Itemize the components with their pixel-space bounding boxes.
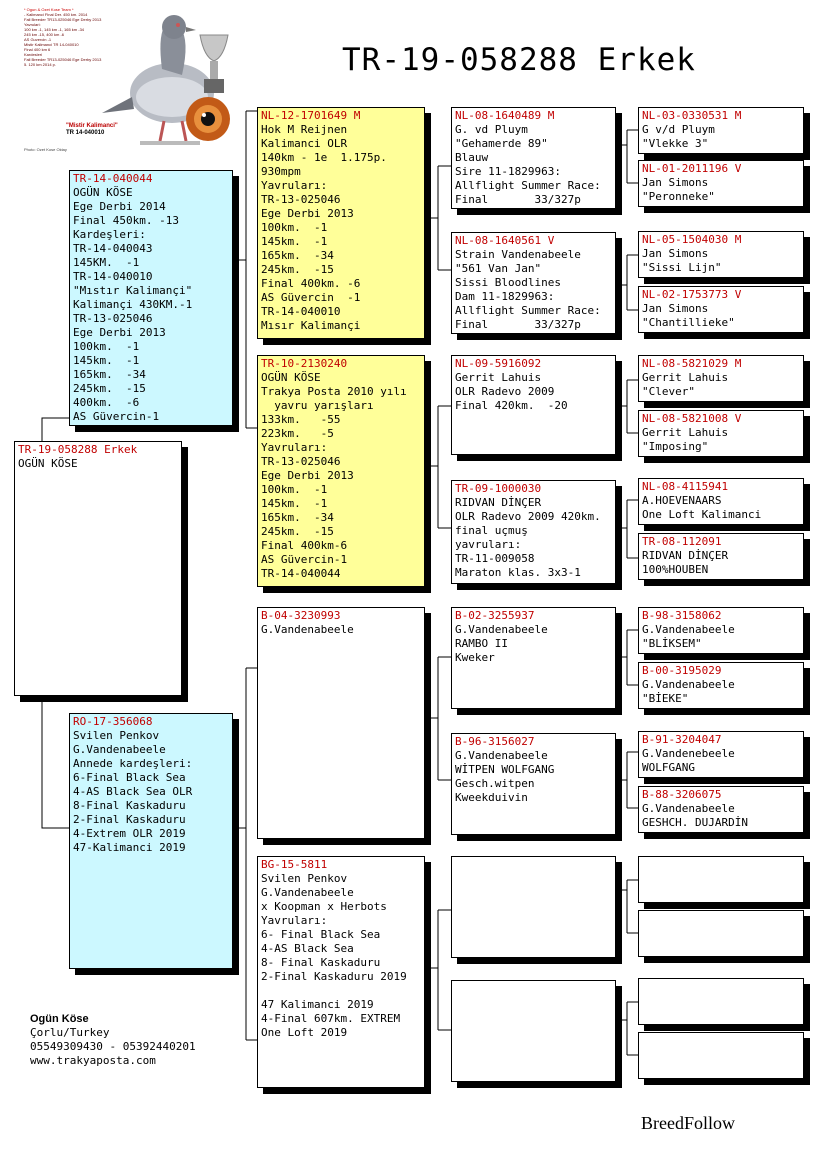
pedigree-line: G v/d Pluym (642, 123, 715, 136)
pedigree-box-sdd[interactable] (451, 480, 616, 584)
ring-number: TR-09-1000030 (455, 482, 542, 495)
pedigree-line: 145km. -1 (261, 235, 328, 248)
ring-number: NL-08-1640561 V (455, 234, 555, 247)
pedigree-line: WOLFGANG (642, 761, 695, 774)
pedigree-line: 6-Final Black Sea (73, 771, 186, 784)
pedigree-line: "Peronneke" (642, 190, 715, 203)
pedigree-line: 245km. -15 (73, 382, 146, 395)
pedigree-box-dsdd[interactable] (638, 786, 804, 833)
pedigree-line: G. vd Pluym (455, 123, 528, 136)
breeder-phones: 05549309430 - 05392440201 (30, 1040, 196, 1053)
pedigree-line: Kalimançi 430KM.-1 (73, 298, 193, 311)
ring-number: TR-08-112091 (642, 535, 722, 548)
pedigree-line: "561 Van Jan" (455, 262, 542, 275)
pedigree-box-subject[interactable] (14, 441, 182, 696)
pedigree-line: "Clever" (642, 385, 695, 398)
pedigree-box-sdds[interactable] (638, 478, 804, 525)
pedigree-line: Trakya Posta 2010 yılı (261, 385, 407, 398)
ring-number: NL-05-1504030 M (642, 233, 742, 246)
pedigree-line: Svilen Penkov (261, 872, 348, 885)
pigeon-photo (22, 5, 234, 153)
pedigree-line: AS Güvercin-1 (73, 410, 160, 423)
ring-number: NL-02-1753773 V (642, 288, 742, 301)
pedigree-line: G.Vandenebeele (642, 747, 735, 760)
pedigree-line: AS Güvercin-1 (261, 553, 348, 566)
pedigree-line: Sissi Bloodlines (455, 276, 561, 289)
pedigree-line: Sire 11-1829963: (455, 165, 561, 178)
pedigree-line: Final 400km. -6 (261, 277, 361, 290)
pedigree-line: Jan Simons (642, 176, 709, 189)
pedigree-line: TR-13-025046 (261, 193, 341, 206)
pedigree-line: 6- Final Black Sea (261, 928, 381, 941)
pedigree-line: OGÜN KÖSE (18, 457, 78, 470)
pedigree-line: TR-14-040044 (261, 567, 341, 580)
pedigree-box-dam-sire[interactable] (257, 607, 425, 839)
pedigree-box-dsd[interactable] (451, 733, 616, 835)
pedigree-line: OLR Radevo 2009 (455, 385, 555, 398)
pedigree-line: Allflight Summer Race: (455, 179, 601, 192)
pedigree-line: 100km. -1 (261, 221, 328, 234)
ring-number: TR-10-2130240 (261, 357, 348, 370)
pedigree-line (261, 984, 421, 998)
pedigree-line: OLR Radevo 2009 420km. (455, 510, 601, 523)
pedigree-line: AS Güvercin -1 (261, 291, 361, 304)
pedigree-box-dddd-empty[interactable] (638, 1032, 804, 1079)
pedigree-box-dam-dam[interactable] (257, 856, 425, 1088)
caption-line: Fall Breeder TR13-025046 Ege Derby 2013 (24, 17, 102, 22)
pedigree-box-ssdd[interactable] (638, 286, 804, 333)
pedigree-line: Yavruları: (261, 914, 328, 927)
caption-line: 5. 120 km 2014 p. (24, 62, 57, 67)
pedigree-line: Final 33/327p (455, 318, 581, 331)
pedigree-line: Final 400km-6 (261, 539, 348, 552)
pedigree-line: Svilen Penkov (73, 729, 160, 742)
pedigree-line: 8- Final Kaskaduru (261, 956, 381, 969)
pedigree-line: TR-14-040043 (73, 242, 153, 255)
pedigree-line: TR-14-040010 (261, 305, 341, 318)
pedigree-box-sssd[interactable] (638, 160, 804, 207)
pedigree-line: "Imposing" (642, 440, 709, 453)
pedigree-line: Yavruları: (261, 441, 328, 454)
pedigree-line: "Vlekke 3" (642, 137, 709, 150)
pedigree-line: 47-Kalimanci 2019 (73, 841, 186, 854)
pedigree-line: Ege Derbi 2013 (73, 326, 166, 339)
pedigree-line: Kweker (455, 651, 495, 664)
pedigree-line: yavruları: (455, 538, 522, 551)
pedigree-box-sds[interactable] (451, 355, 616, 455)
pedigree-line: 4-Final 607km. EXTREM (261, 1012, 401, 1025)
pedigree-line: 100%HOUBEN (642, 563, 709, 576)
pedigree-line: G.Vandenabeele (642, 678, 735, 691)
ring-number: NL-08-5821029 M (642, 357, 742, 370)
pedigree-line: TR-13-025046 (261, 455, 341, 468)
pedigree-line: Yavruları: (261, 179, 328, 192)
pedigree-line: 133km. -55 (261, 413, 341, 426)
caption-line: 100 km -1, 145 km -1, 165 km -34 (24, 27, 85, 32)
pedigree-line: "Sissi Lijn" (642, 261, 722, 274)
pedigree-line: WİTPEN WOLFGANG (455, 763, 555, 776)
pedigree-line: Maraton klas. 3x3-1 (455, 566, 581, 579)
pedigree-line: Strain Vandenabeele (455, 248, 581, 261)
pedigree-line: 100km. -1 (73, 340, 140, 353)
pedigree-line: "Mıstır Kalimançi" (73, 284, 193, 297)
pedigree-line: 165km. -34 (261, 249, 334, 262)
pedigree-line: "BLİKSEM" (642, 637, 702, 650)
pedigree-line: TR-11-009058 (455, 552, 535, 565)
pedigree-line: G.Vandenabeele (642, 623, 735, 636)
pedigree-line: "Chantillieke" (642, 316, 735, 329)
ring-number: NL-12-1701649 M (261, 109, 361, 122)
ring-number: B-88-3206075 (642, 788, 722, 801)
pedigree-box-sire[interactable] (69, 170, 233, 426)
pedigree-box-ddd-empty[interactable] (451, 980, 616, 1082)
pedigree-box-ddds-empty[interactable] (638, 978, 804, 1025)
pedigree-box-ddsd-empty[interactable] (638, 910, 804, 957)
pedigree-box-sdsd[interactable] (638, 410, 804, 457)
pedigree-line: 145km. -1 (73, 354, 140, 367)
caption-line: Fall Breeder TR13-025046 Ege Derby 2013 (24, 57, 102, 62)
breeder-contact (30, 1012, 196, 1068)
pedigree-line: Hok M Reijnen (261, 123, 348, 136)
pedigree-line: "BİEKE" (642, 692, 689, 705)
ring-number: NL-08-1640489 M (455, 109, 555, 122)
pedigree-line: Final 420km. -20 (455, 399, 568, 412)
pedigree-line: Ege Derbi 2013 (261, 469, 354, 482)
pedigree-box-ssd[interactable] (451, 232, 616, 334)
brand-logo: BreedFollow (641, 1113, 735, 1133)
pedigree-box-ssds[interactable] (638, 231, 804, 278)
pedigree-box-sdss[interactable] (638, 355, 804, 402)
pedigree-line: Gerrit Lahuis (455, 371, 542, 384)
pedigree-line: Kardeşleri: (73, 228, 146, 241)
caption-line: - Kalimanci Final Der. 450 km. 2014 (24, 12, 88, 17)
pedigree-line: Final 33/327p (455, 193, 581, 206)
pedigree-line: 165km. -34 (261, 511, 334, 524)
pedigree-line: 145km. -1 (261, 497, 328, 510)
pedigree-line: 145KM. -1 (73, 256, 140, 269)
pedigree-line: Dam 11-1829963: (455, 290, 555, 303)
pedigree-box-ddss-empty[interactable] (638, 856, 804, 903)
pedigree-box-dsds[interactable] (638, 731, 804, 778)
pedigree-line: OGÜN KÖSE (73, 186, 133, 199)
pedigree-line: RIDVAN DİNÇER (455, 496, 542, 509)
ring-number: B-98-3158062 (642, 609, 722, 622)
pedigree-line: 400km. -6 (73, 396, 140, 409)
pedigree-line: Ege Derbi 2013 (261, 207, 354, 220)
pedigree-line: G.Vandenabeele (261, 886, 354, 899)
ring-number: B-02-3255937 (455, 609, 535, 622)
photo-label-name: "Mistir Kalimanci" (66, 123, 118, 129)
ring-number: TR-19-058288 Erkek (18, 443, 138, 456)
photo-label (66, 123, 118, 137)
ring-number: B-04-3230993 (261, 609, 341, 622)
pedigree-box-ssss[interactable] (638, 107, 804, 154)
caption-line: Final 400 km 6 (24, 47, 51, 52)
pedigree-box-dds-empty[interactable] (451, 856, 616, 958)
pedigree-line: Kweekduivin (455, 791, 528, 804)
pedigree-line: x Koopman x Herbots (261, 900, 387, 913)
pedigree-line: GESHCH. DUJARDİN (642, 816, 748, 829)
pedigree-box-dssd[interactable] (638, 662, 804, 709)
pedigree-box-dsss[interactable] (638, 607, 804, 654)
ring-number: NL-03-0330531 M (642, 109, 742, 122)
pedigree-line: Gerrit Lahuis (642, 426, 729, 439)
pedigree-line: yavru yarışları (261, 399, 374, 412)
ring-number: NL-08-5821008 V (642, 412, 742, 425)
pedigree-line: Kalimanci OLR (261, 137, 348, 150)
pedigree-box-sddd[interactable] (638, 533, 804, 580)
pedigree-line: A.HOEVENAARS (642, 494, 722, 507)
breeder-website[interactable]: www.trakyaposta.com (30, 1054, 156, 1067)
pedigree-line: 2-Final Kaskaduru 2019 (261, 970, 407, 983)
pedigree-line: final uçmuş (455, 524, 528, 537)
pedigree-line: 100km. -1 (261, 483, 328, 496)
pedigree-line: 8-Final Kaskaduru (73, 799, 186, 812)
breeder-city: Çorlu/Turkey (30, 1026, 110, 1039)
ring-number: RO-17-356068 (73, 715, 153, 728)
pedigree-line: 4-AS Black Sea (261, 942, 354, 955)
pedigree-box-dam[interactable] (69, 713, 233, 969)
caption-line: Kardesleri (24, 52, 43, 57)
pedigree-line: G.Vandenabeele (261, 623, 354, 636)
pedigree-box-dss[interactable] (451, 607, 616, 709)
pedigree-line: One Loft Kalimanci (642, 508, 762, 521)
pedigree-line: RAMBO II (455, 637, 508, 650)
ring-number: TR-14-040044 (73, 172, 153, 185)
pedigree-line: One Loft 2019 (261, 1026, 348, 1039)
caption-line: * Ogun & Ozet Kose Team * (24, 7, 74, 12)
caption-line: Mistir Kalimanci TR 14-040010 (24, 42, 79, 47)
pedigree-line: Jan Simons (642, 302, 709, 315)
pedigree-line: 223km. -5 (261, 427, 334, 440)
pedigree-line: OGÜN KÖSE (261, 371, 321, 384)
pedigree-box-sss[interactable] (451, 107, 616, 209)
pedigree-line: 140km - 1e 1.175p. (261, 151, 387, 164)
pedigree-line: Gerrit Lahuis (642, 371, 729, 384)
pedigree-line: Ege Derbi 2014 (73, 200, 166, 213)
pedigree-line: Allflight Summer Race: (455, 304, 601, 317)
pedigree-line: 245km. -15 (261, 263, 334, 276)
pedigree-line: 47 Kalimanci 2019 (261, 998, 374, 1011)
pedigree-line: 930mpm (261, 165, 301, 178)
pedigree-line: 245km. -15 (261, 525, 334, 538)
ring-number: BG-15-5811 (261, 858, 328, 871)
pedigree-line: Blauw (455, 151, 489, 164)
caption-line: Yavrulari: (24, 22, 41, 27)
pedigree-line: Final 450km. -13 (73, 214, 179, 227)
photo-credit: Photo: Ozet Kose Oktay (24, 147, 67, 152)
pedigree-line: Gesch.witpen (455, 777, 535, 790)
breeder-name: Ogün Köse (30, 1013, 89, 1025)
pedigree-line: G.Vandenabeele (455, 749, 548, 762)
ring-number: NL-09-5916092 (455, 357, 542, 370)
pedigree-box-sire-sire[interactable] (257, 107, 425, 339)
pedigree-line: Jan Simons (642, 247, 709, 260)
pedigree-line: G.Vandenabeele (73, 743, 166, 756)
page-title: TR-19-058288 Erkek (342, 42, 696, 78)
pedigree-line: Annede kardeşleri: (73, 757, 193, 770)
pedigree-line: G.Vandenabeele (642, 802, 735, 815)
photo-label-ring: TR 14-040010 (66, 130, 105, 136)
pedigree-line: TR-13-025046 (73, 312, 153, 325)
pedigree-line: 4-AS Black Sea OLR (73, 785, 193, 798)
pedigree-line: 2-Final Kaskaduru (73, 813, 186, 826)
ring-number: B-00-3195029 (642, 664, 722, 677)
pedigree-line: 165km. -34 (73, 368, 146, 381)
pedigree-line: TR-14-040010 (73, 270, 153, 283)
photo-caption (24, 7, 120, 67)
caption-line: 245 km -15, 400 km -6 (24, 32, 65, 37)
pedigree-line: "Gehamerde 89" (455, 137, 548, 150)
ring-number: NL-08-4115941 (642, 480, 729, 493)
ring-number: B-96-3156027 (455, 735, 535, 748)
pedigree-line: RIDVAN DİNÇER (642, 549, 729, 562)
caption-line: AS Guvercin -1 (24, 37, 52, 42)
pedigree-line: G.Vandenabeele (455, 623, 548, 636)
pedigree-box-sire-dam[interactable] (257, 355, 425, 587)
ring-number: B-91-3204047 (642, 733, 722, 746)
pedigree-line: 4-Extrem OLR 2019 (73, 827, 186, 840)
pedigree-line: Mısır Kalimançi (261, 319, 361, 332)
ring-number: NL-01-2011196 V (642, 162, 742, 175)
